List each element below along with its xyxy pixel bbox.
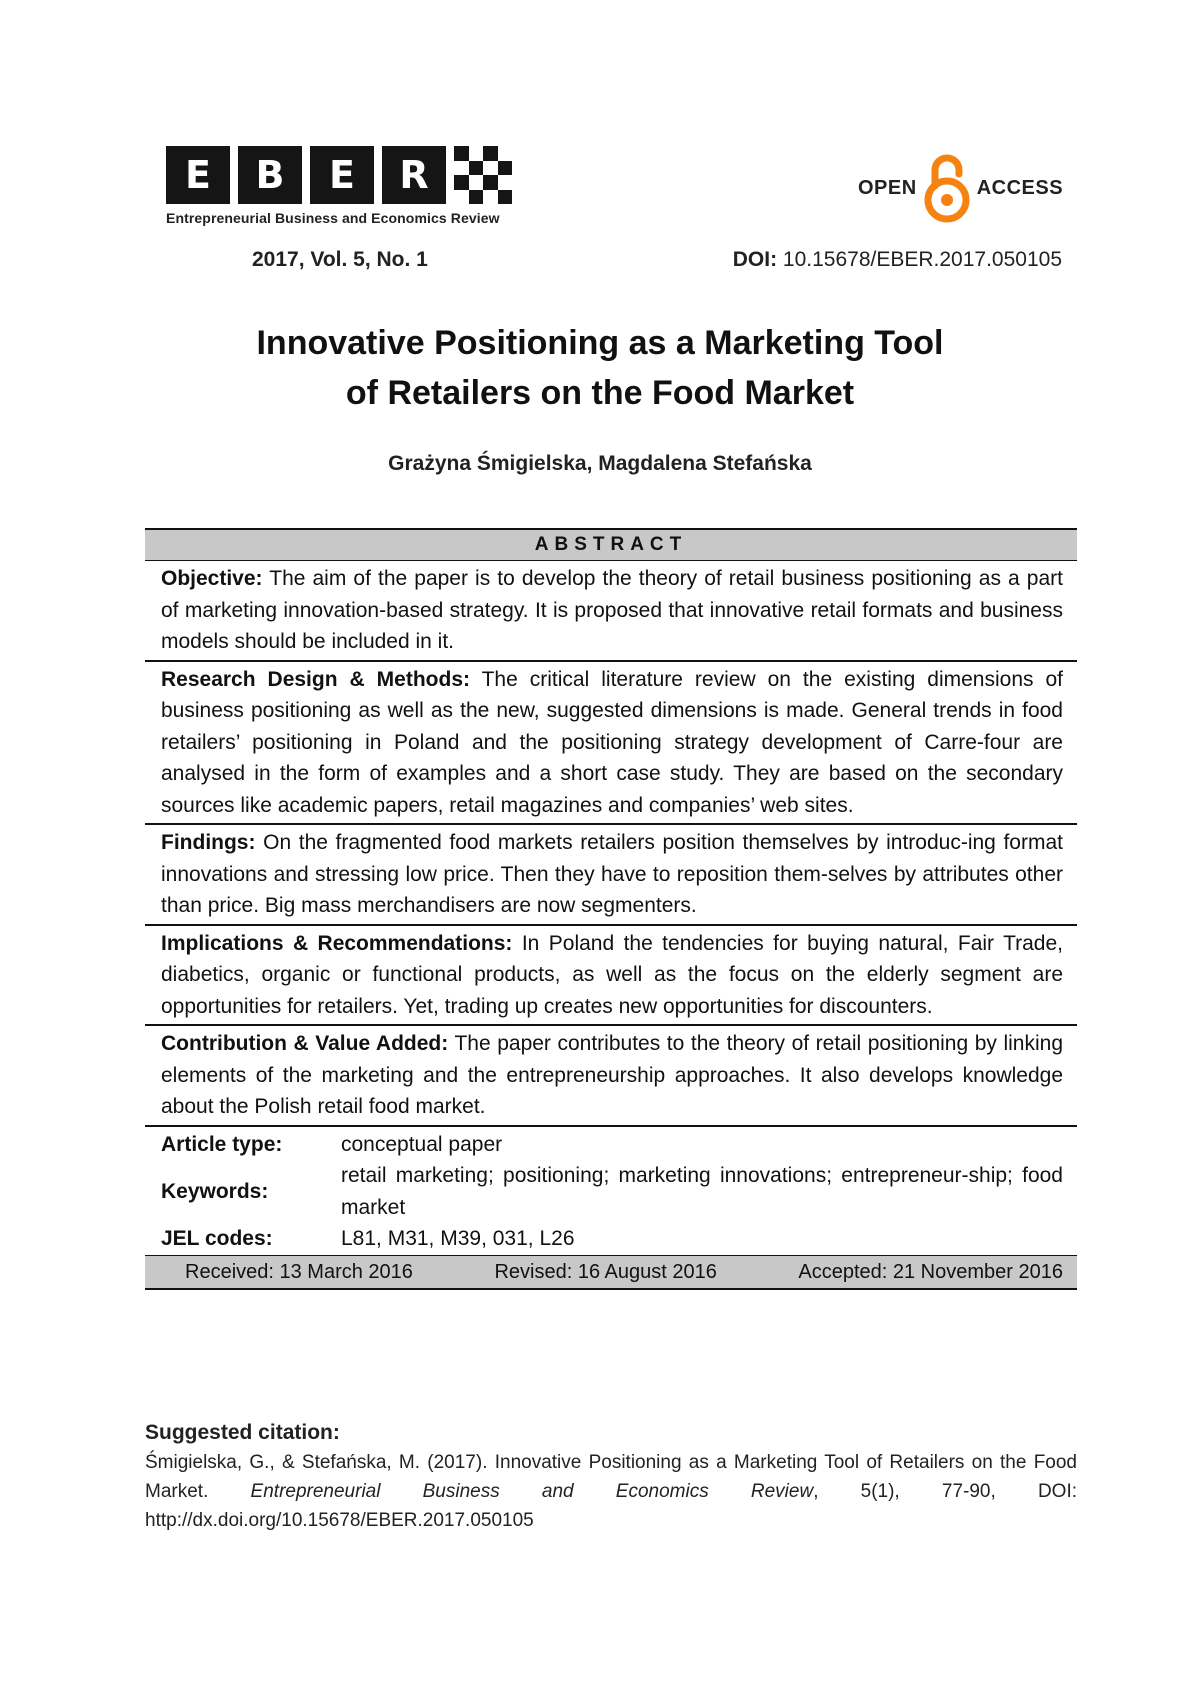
submission-dates: [145, 1255, 1077, 1290]
abstract-objective: [145, 561, 1077, 662]
keywords-row: [161, 1160, 1063, 1223]
section-label: Findings:: [161, 831, 256, 854]
doi-label: DOI:: [732, 248, 778, 271]
citation-part2: , 5(1), 77-90, DOI: http://dx.doi.org/10.15678/EBER.2017.050105: [145, 1481, 1077, 1531]
logo-letter-e1: E: [166, 146, 230, 204]
citation-part1: Śmigielska, G., & Stefańska, M. (2017). Innovative Positioning as a Marketing Tool of Retailers on the Food Market.: [145, 1452, 1077, 1502]
logo-mark: [166, 146, 546, 204]
citation-journal: Entrepreneurial Business and Economics Review: [250, 1481, 814, 1502]
logo-letter-b: B: [238, 146, 302, 204]
citation-body: [145, 1448, 1077, 1535]
section-text: The critical literature review on the existing dimensions of business positioning as well as the new, suggested dimensions is made. General trends in food retailers’ positioning in Poland and the positioning strategy development of Carre-four are analysed in the form of examples and a short case study. They are based on the secondary sources like academic papers, retail magazines and companies’ web sites.: [161, 667, 1063, 817]
paper-title-line1: Innovative Positioning as a Marketing Tool: [256, 324, 944, 362]
abstract-findings: [145, 825, 1077, 926]
paper-authors: Grażyna Śmigielska, Magdalena Stefańska: [388, 452, 812, 475]
jel-codes-value: L81, M31, M39, 031, L26: [341, 1227, 575, 1250]
section-text: On the fragmented food markets retailers position themselves by introduc-ing format innovations and stressing low price. Then they have to reposition them-selves by attributes other than price. Big mass merchandisers are now segmenters.: [161, 831, 1063, 917]
abstract-contribution: [145, 1026, 1077, 1127]
section-text: The paper contributes to the theory of retail positioning by linking elements of the marketing and the entrepreneurship approaches. It also develops knowledge about the Polish retail food market.: [161, 1032, 1063, 1118]
open-lock-icon: [921, 152, 973, 224]
volume-info: 2017, Vol. 5, No. 1: [252, 248, 428, 271]
doi-value: 10.15678/EBER.2017.050105: [782, 248, 1062, 271]
open-access-left-text: OPEN: [858, 176, 917, 199]
section-text: In Poland the tendencies for buying natural, Fair Trade, diabetics, organic or functional products, as well as the focus on the elderly segment are opportunities for retailers. Yet, trading up creates new opportunities for discounters.: [161, 931, 1063, 1018]
keywords-label: Keywords:: [161, 1179, 269, 1203]
doi-info: [733, 248, 1062, 272]
open-access-badge: [858, 152, 1063, 224]
logo-subtitle: Entrepreneurial Business and Economics Review: [166, 210, 500, 226]
section-label: Implications & Recommendations:: [161, 931, 513, 955]
abstract-heading: ABSTRACT: [145, 530, 1077, 561]
abstract-table: [145, 528, 1077, 1290]
open-access-right-text: ACCESS: [976, 176, 1064, 199]
paper-title: [0, 318, 1200, 418]
logo-letter-r: R: [382, 146, 446, 204]
article-type-row: [161, 1129, 1063, 1161]
citation-title: Suggested citation:: [145, 1421, 340, 1444]
keywords-value: retail marketing; positioning; marketing innovations; entrepreneur-ship; food market: [341, 1164, 1063, 1219]
accepted-date: Accepted: 21 November 2016: [798, 1260, 1063, 1283]
section-text: The aim of the paper is to develop the theory of retail business positioning as a part of marketing innovation-based strategy. It is proposed that innovative retail formats and business models should be included in it.: [161, 567, 1063, 653]
section-label: Objective:: [161, 567, 263, 590]
section-label: Research Design & Methods:: [161, 667, 470, 691]
jel-codes-row: [161, 1223, 1063, 1255]
article-type-value: conceptual paper: [341, 1132, 503, 1156]
revised-date: Revised: 16 August 2016: [494, 1260, 717, 1283]
logo-letter-e2: E: [310, 146, 374, 204]
abstract-implications: [145, 926, 1077, 1027]
jel-codes-label: JEL codes:: [161, 1227, 273, 1250]
article-metadata: [145, 1127, 1077, 1255]
suggested-citation: [145, 1418, 1077, 1535]
received-date: Received: 13 March 2016: [185, 1260, 413, 1283]
journal-logo: [166, 146, 546, 226]
abstract-research-design: [145, 662, 1077, 826]
logo-checker-icon: [454, 146, 512, 204]
article-type-label: Article type:: [161, 1132, 283, 1156]
section-label: Contribution & Value Added:: [161, 1032, 449, 1055]
paper-title-line2: of Retailers on the Food Market: [345, 374, 855, 412]
